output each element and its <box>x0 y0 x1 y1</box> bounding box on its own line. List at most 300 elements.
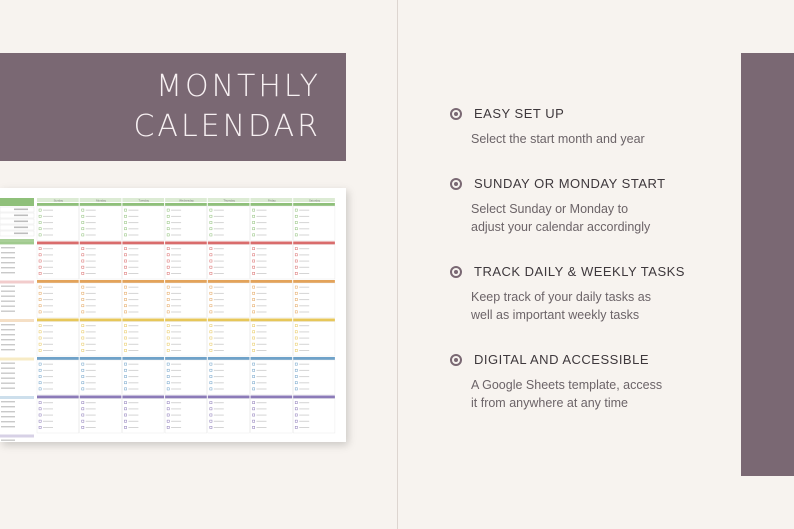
task-line <box>128 382 138 383</box>
task-line <box>257 421 267 422</box>
task-line <box>128 338 138 339</box>
week-task-line <box>1 272 15 273</box>
task-line <box>86 273 96 274</box>
task-line <box>43 235 53 236</box>
task-line <box>171 254 181 255</box>
week-task-line <box>1 416 15 417</box>
bullet-icon <box>450 178 462 190</box>
task-line <box>257 299 267 300</box>
task-line <box>299 293 309 294</box>
task-line <box>299 248 309 249</box>
week-label-band <box>0 435 34 438</box>
task-line <box>214 287 224 288</box>
task-line <box>128 228 138 229</box>
task-line <box>128 210 138 211</box>
task-line <box>214 331 224 332</box>
task-line <box>299 235 309 236</box>
task-line <box>43 421 53 422</box>
task-line <box>214 222 224 223</box>
day-number-band <box>80 357 122 360</box>
task-line <box>257 248 267 249</box>
task-line <box>299 350 309 351</box>
task-line <box>86 338 96 339</box>
title-line-1: MONTHLY <box>156 69 321 104</box>
task-line <box>43 267 53 268</box>
week-task-line <box>1 426 15 427</box>
task-line <box>86 344 96 345</box>
day-number-band <box>208 203 250 206</box>
task-line <box>43 364 53 365</box>
task-line <box>43 210 53 211</box>
day-number-band <box>37 280 79 283</box>
task-line <box>86 293 96 294</box>
day-number-band <box>122 203 164 206</box>
task-line <box>257 376 267 377</box>
feature-description-line: adjust your calendar accordingly <box>471 220 651 234</box>
task-line <box>86 415 96 416</box>
task-line <box>128 305 138 306</box>
feature-description-line: Select the start month and year <box>471 132 645 146</box>
day-number-band <box>165 203 207 206</box>
task-line <box>43 408 53 409</box>
task-line <box>214 382 224 383</box>
task-line <box>43 273 53 274</box>
week-task-line <box>1 329 15 330</box>
task-line <box>214 325 224 326</box>
settings-header <box>0 198 34 206</box>
day-number-band <box>80 319 122 322</box>
task-line <box>257 325 267 326</box>
task-line <box>86 216 96 217</box>
day-number-band <box>293 280 335 283</box>
task-line <box>299 331 309 332</box>
task-line <box>171 222 181 223</box>
task-line <box>171 364 181 365</box>
day-number-band <box>208 319 250 322</box>
day-number-band <box>80 242 122 245</box>
day-number-band <box>37 242 79 245</box>
week-task-line <box>1 306 15 307</box>
task-line <box>214 364 224 365</box>
title-banner <box>0 53 346 161</box>
feature-description-line: it from anywhere at any time <box>471 396 629 410</box>
day-number-band <box>165 242 207 245</box>
day-header-label: Tuesday <box>138 198 150 203</box>
feature-description <box>471 130 730 148</box>
task-line <box>299 389 309 390</box>
day-number-band <box>208 357 250 360</box>
task-line <box>299 305 309 306</box>
task-line <box>171 312 181 313</box>
week-task-line <box>1 373 15 374</box>
task-line <box>171 382 181 383</box>
task-line <box>86 222 96 223</box>
task-line <box>257 350 267 351</box>
task-line <box>86 235 96 236</box>
task-line <box>171 389 181 390</box>
task-line <box>171 331 181 332</box>
day-header-label: Wednesday <box>179 198 194 203</box>
task-line <box>86 408 96 409</box>
day-number-band <box>122 242 164 245</box>
task-line <box>214 261 224 262</box>
task-line <box>171 415 181 416</box>
task-line <box>214 299 224 300</box>
task-line <box>43 248 53 249</box>
task-line <box>128 216 138 217</box>
decorative-side-bar <box>741 53 794 476</box>
day-number-band <box>293 357 335 360</box>
week-task-line <box>1 411 15 412</box>
task-line <box>214 427 224 428</box>
day-number-band <box>251 280 293 283</box>
day-number-band <box>293 203 335 206</box>
week-task-line <box>1 247 15 248</box>
task-line <box>171 408 181 409</box>
task-line <box>257 427 267 428</box>
task-line <box>171 325 181 326</box>
task-line <box>299 415 309 416</box>
feature-description-line: A Google Sheets template, access <box>471 378 663 392</box>
feature-description-line: Select Sunday or Monday to <box>471 202 629 216</box>
task-line <box>128 427 138 428</box>
task-line <box>128 299 138 300</box>
week-task-line <box>1 339 15 340</box>
task-line <box>299 344 309 345</box>
week-task-line <box>1 267 15 268</box>
task-line <box>128 222 138 223</box>
feature-description <box>471 200 730 236</box>
task-line <box>43 376 53 377</box>
task-line <box>214 293 224 294</box>
bullet-icon <box>450 108 462 120</box>
task-line <box>257 370 267 371</box>
task-line <box>86 376 96 377</box>
task-line <box>214 235 224 236</box>
day-number-band <box>122 319 164 322</box>
task-line <box>128 248 138 249</box>
task-line <box>299 222 309 223</box>
week-task-line <box>1 363 15 364</box>
task-line <box>128 421 138 422</box>
task-line <box>128 325 138 326</box>
task-line <box>128 287 138 288</box>
task-line <box>43 338 53 339</box>
week-task-line <box>1 349 15 350</box>
task-line <box>299 216 309 217</box>
task-line <box>257 402 267 403</box>
feature-description <box>471 288 730 324</box>
task-line <box>86 370 96 371</box>
task-line <box>214 273 224 274</box>
task-line <box>214 344 224 345</box>
task-line <box>171 344 181 345</box>
settings-row-text <box>14 221 28 223</box>
task-line <box>214 421 224 422</box>
task-line <box>86 427 96 428</box>
task-line <box>214 370 224 371</box>
task-line <box>257 273 267 274</box>
day-number-band <box>251 319 293 322</box>
task-line <box>86 421 96 422</box>
task-line <box>86 248 96 249</box>
feature-description-line: Keep track of your daily tasks as <box>471 290 651 304</box>
task-line <box>86 350 96 351</box>
task-line <box>86 312 96 313</box>
task-line <box>214 389 224 390</box>
task-line <box>214 305 224 306</box>
task-line <box>214 228 224 229</box>
day-number-band <box>37 357 79 360</box>
task-line <box>171 350 181 351</box>
task-line <box>43 293 53 294</box>
task-line <box>257 331 267 332</box>
task-line <box>299 427 309 428</box>
task-line <box>43 350 53 351</box>
task-line <box>128 344 138 345</box>
task-line <box>128 312 138 313</box>
task-line <box>43 325 53 326</box>
week-label-band <box>0 242 34 245</box>
day-number-band <box>165 357 207 360</box>
task-line <box>128 273 138 274</box>
day-number-band <box>122 357 164 360</box>
task-line <box>299 267 309 268</box>
task-line <box>171 210 181 211</box>
week-task-line <box>1 383 15 384</box>
task-line <box>171 402 181 403</box>
task-line <box>299 312 309 313</box>
task-line <box>214 216 224 217</box>
task-line <box>257 293 267 294</box>
task-line <box>128 331 138 332</box>
week-task-line <box>1 378 15 379</box>
week-task-line <box>1 388 15 389</box>
task-line <box>171 293 181 294</box>
feature-easy-setup <box>450 106 730 148</box>
spreadsheet-preview-graphic <box>0 188 346 442</box>
task-line <box>257 254 267 255</box>
day-number-band <box>165 396 207 399</box>
day-number-band <box>122 280 164 283</box>
task-line <box>86 389 96 390</box>
task-line <box>257 210 267 211</box>
week-task-line <box>1 344 15 345</box>
task-line <box>257 228 267 229</box>
feature-description <box>471 376 730 412</box>
settings-row-text <box>14 215 28 217</box>
task-line <box>86 331 96 332</box>
task-line <box>86 210 96 211</box>
task-line <box>171 267 181 268</box>
task-line <box>128 293 138 294</box>
task-line <box>171 427 181 428</box>
task-line <box>128 376 138 377</box>
task-line <box>43 299 53 300</box>
task-line <box>171 370 181 371</box>
task-line <box>171 421 181 422</box>
day-number-band <box>37 319 79 322</box>
task-line <box>214 267 224 268</box>
task-line <box>171 376 181 377</box>
task-line <box>257 287 267 288</box>
week-task-line <box>1 311 15 312</box>
task-line <box>171 338 181 339</box>
day-header-label: Thursday <box>223 198 235 203</box>
task-line <box>43 261 53 262</box>
task-line <box>299 325 309 326</box>
day-number-band <box>208 280 250 283</box>
task-line <box>86 299 96 300</box>
task-line <box>214 338 224 339</box>
task-line <box>43 216 53 217</box>
task-line <box>299 376 309 377</box>
feature-title: EASY SET UP <box>474 106 565 121</box>
week-task-line <box>1 252 15 253</box>
week-label-band <box>0 396 34 399</box>
day-number-band <box>251 203 293 206</box>
task-line <box>43 222 53 223</box>
week-task-line <box>1 421 15 422</box>
task-line <box>86 402 96 403</box>
task-line <box>299 421 309 422</box>
day-number-band <box>80 280 122 283</box>
task-line <box>214 408 224 409</box>
task-line <box>171 273 181 274</box>
week-task-line <box>1 286 15 287</box>
task-line <box>257 408 267 409</box>
task-line <box>128 235 138 236</box>
task-line <box>171 216 181 217</box>
week-task-line <box>1 257 15 258</box>
title-line-2: CALENDAR <box>133 109 321 144</box>
task-line <box>257 267 267 268</box>
task-line <box>257 338 267 339</box>
task-line <box>43 427 53 428</box>
day-number-band <box>122 396 164 399</box>
task-line <box>299 228 309 229</box>
task-line <box>128 402 138 403</box>
task-line <box>86 364 96 365</box>
task-line <box>257 261 267 262</box>
feature-week-start <box>450 176 730 236</box>
task-line <box>128 254 138 255</box>
task-line <box>299 261 309 262</box>
settings-row-text <box>14 233 28 235</box>
task-line <box>214 254 224 255</box>
week-task-line <box>1 334 15 335</box>
task-line <box>43 254 53 255</box>
task-line <box>128 389 138 390</box>
task-line <box>43 382 53 383</box>
week-task-line <box>1 440 15 441</box>
task-line <box>43 228 53 229</box>
task-line <box>299 382 309 383</box>
task-line <box>257 216 267 217</box>
week-label-band <box>0 358 34 361</box>
day-number-band <box>208 396 250 399</box>
day-number-band <box>293 396 335 399</box>
week-task-line <box>1 368 15 369</box>
day-number-band <box>208 242 250 245</box>
task-line <box>299 287 309 288</box>
task-line <box>299 338 309 339</box>
task-line <box>128 408 138 409</box>
day-number-band <box>293 319 335 322</box>
feature-title: SUNDAY OR MONDAY START <box>474 176 666 191</box>
settings-row-text <box>14 227 28 229</box>
task-line <box>86 261 96 262</box>
feature-description-line: well as important weekly tasks <box>471 308 640 322</box>
task-line <box>86 305 96 306</box>
task-line <box>43 312 53 313</box>
task-line <box>43 415 53 416</box>
task-line <box>257 415 267 416</box>
week-label-band <box>0 281 34 284</box>
task-line <box>257 235 267 236</box>
day-number-band <box>293 242 335 245</box>
bullet-icon <box>450 266 462 278</box>
task-line <box>128 364 138 365</box>
task-line <box>299 254 309 255</box>
task-line <box>128 267 138 268</box>
task-line <box>86 382 96 383</box>
task-line <box>128 370 138 371</box>
task-line <box>257 382 267 383</box>
task-line <box>299 370 309 371</box>
task-line <box>214 248 224 249</box>
task-line <box>257 222 267 223</box>
day-number-band <box>37 203 79 206</box>
day-header-label: Sunday <box>53 198 64 203</box>
task-line <box>214 376 224 377</box>
task-line <box>86 267 96 268</box>
task-line <box>299 210 309 211</box>
task-line <box>86 287 96 288</box>
task-line <box>86 254 96 255</box>
day-number-band <box>251 242 293 245</box>
task-line <box>299 364 309 365</box>
task-line <box>257 305 267 306</box>
day-header-label: Friday <box>267 198 276 203</box>
week-task-line <box>1 324 15 325</box>
task-line <box>214 210 224 211</box>
task-line <box>257 389 267 390</box>
task-line <box>214 350 224 351</box>
day-header-label: Monday <box>96 198 107 203</box>
week-task-line <box>1 262 15 263</box>
week-task-line <box>1 291 15 292</box>
feature-title: DIGITAL AND ACCESSIBLE <box>474 352 649 367</box>
task-line <box>128 261 138 262</box>
week-task-line <box>1 401 15 402</box>
task-line <box>299 408 309 409</box>
week-task-line <box>1 301 15 302</box>
task-line <box>299 273 309 274</box>
day-number-band <box>165 280 207 283</box>
day-number-band <box>251 396 293 399</box>
task-line <box>171 228 181 229</box>
task-line <box>171 299 181 300</box>
task-line <box>171 261 181 262</box>
task-line <box>257 364 267 365</box>
task-line <box>171 287 181 288</box>
task-line <box>257 344 267 345</box>
day-number-band <box>80 203 122 206</box>
task-line <box>43 370 53 371</box>
day-number-band <box>80 396 122 399</box>
task-line <box>299 299 309 300</box>
